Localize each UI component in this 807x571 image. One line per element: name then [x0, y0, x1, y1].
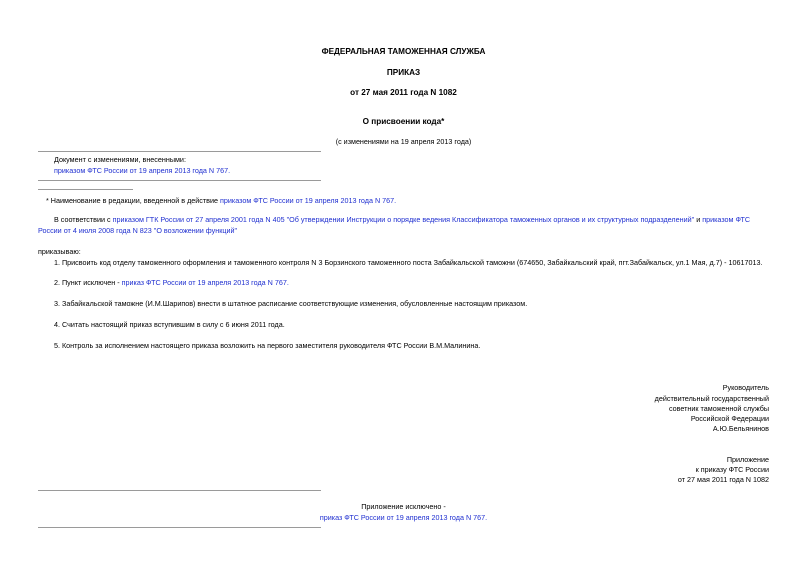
agency-title: ФЕДЕРАЛЬНАЯ ТАМОЖЕННАЯ СЛУЖБА — [321, 47, 486, 56]
signature-name: А.Ю.Бельянинов — [712, 424, 769, 433]
item-2-text: 2. Пункт исключен - — [54, 278, 120, 287]
signature-line-4: Российской Федерации — [690, 414, 769, 423]
footnote-text: * Наименование в редакции, введенной в действие — [46, 196, 219, 205]
revision-note: (с изменениями на 19 апреля 2013 года) — [335, 137, 472, 146]
signature-line-3: советник таможенной службы — [668, 404, 769, 413]
preamble-link-fts-end[interactable]: России от 4 июля 2008 года N 823 "О возложении функций" — [38, 226, 238, 235]
changes-text: Документ с изменениями, внесенными: — [54, 155, 186, 164]
date-number: от 27 мая 2011 года N 1082 — [350, 88, 457, 97]
appendix-excluded-link-wrap — [0, 513, 807, 522]
changes-link[interactable]: приказом ФТС России от 19 апреля 2013 года N 767. — [54, 166, 231, 175]
preamble-link-gtk[interactable]: приказом ГТК России от 27 апреля 2001 года N 405 "Об утверждении Инструкции о порядке ведения Классификатора таможенных органов и их структурных подразделений" — [112, 215, 695, 224]
footnote-divider — [38, 189, 133, 190]
divider-bottom — [38, 180, 321, 181]
item-2 — [54, 278, 289, 287]
item-5: 5. Контроль за исполнением настоящего приказа возложить на первого заместителя руководителя ФТС России В.М.Малинина. — [54, 341, 481, 350]
item-2-link[interactable]: приказ ФТС России от 19 апреля 2013 года N 767. — [121, 278, 289, 287]
item-4: 4. Считать настоящий приказ вступившим в силу с 6 июня 2011 года. — [54, 320, 285, 329]
appendix-line-1: Приложение — [726, 455, 769, 464]
item-3: 3. Забайкальской таможне (И.М.Шарипов) внести в штатное расписание соответствующие изменения, обусловленные настоящим приказом. — [54, 299, 528, 308]
preamble-line1 — [54, 215, 750, 224]
footnote — [46, 196, 396, 205]
preamble-and: и — [696, 215, 701, 224]
signature-line-2: действительный государственный — [654, 394, 769, 403]
appendix-line-3: от 27 мая 2011 года N 1082 — [677, 475, 769, 484]
divider-top — [38, 151, 321, 152]
signature-line-1: Руководитель — [722, 383, 769, 392]
preamble-intro: В соответствии с — [54, 215, 111, 224]
doc-title: О присвоении кода* — [362, 117, 445, 126]
appendix-divider-top — [38, 490, 321, 491]
doc-type: ПРИКАЗ — [386, 68, 421, 77]
item-1: 1. Присвоить код отделу таможенного оформления и таможенного контроля N 3 Борзинского таможенного поста Забайкальской таможни (674650, Забайкальский край, пгт.Забайкальск, ул.1 Мая, д.7) - 10617013. — [54, 258, 763, 267]
footnote-link[interactable]: приказом ФТС России от 19 апреля 2013 года N 767. — [220, 196, 397, 205]
appendix-excluded: Приложение исключено - — [361, 502, 446, 511]
appendix-line-2: к приказу ФТС России — [695, 465, 769, 474]
appendix-excluded-link[interactable]: приказ ФТС России от 19 апреля 2013 года N 767. — [319, 513, 488, 522]
preamble-line2 — [38, 226, 237, 235]
preamble-link-fts-start[interactable]: приказом ФТС — [702, 215, 751, 224]
order-word: приказываю: — [38, 247, 81, 256]
appendix-divider-bottom — [38, 527, 321, 528]
